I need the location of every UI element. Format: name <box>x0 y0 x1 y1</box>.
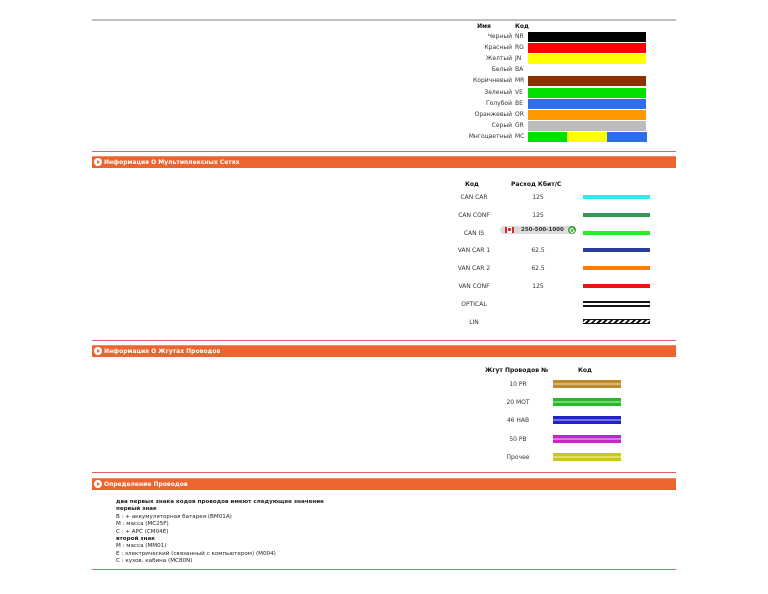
color-name: Белый <box>491 66 512 73</box>
color-swatch <box>607 132 647 142</box>
color-name: Коричневый <box>473 77 512 84</box>
second-item: E : электрический (связанный с компьютером) (M004) <box>116 550 276 557</box>
color-swatch <box>528 132 568 142</box>
color-name: Голубой <box>486 100 512 107</box>
arrow-right-icon <box>94 158 102 166</box>
color-swatch <box>528 121 646 131</box>
color-code: BA <box>515 66 524 73</box>
section-title: Информация О Мультиплексных Сетях <box>104 159 240 166</box>
network-rate: 125 <box>532 194 544 201</box>
network-code: VAN CAR 2 <box>457 265 491 272</box>
harness-name: 50 PB <box>509 436 527 443</box>
color-code: RG <box>515 44 524 51</box>
network-rate: 62.5 <box>531 265 545 272</box>
divider <box>92 569 676 570</box>
network-rate: 125 <box>532 283 544 290</box>
network-line-swatch <box>583 213 650 217</box>
flag-icon <box>505 227 514 233</box>
first-item: B : + аккумуляторная батарея (BM01A) <box>116 513 232 520</box>
second-item: M : масса (MM01) <box>116 543 167 550</box>
dots-icon: ⋮ <box>515 227 519 232</box>
second-sign-title: второй знак <box>116 536 156 543</box>
harness-header-name: Жгут Проводов № <box>485 367 549 374</box>
color-name: Желтый <box>485 55 512 62</box>
harness-header-code: Код <box>578 367 592 374</box>
first-item: C : + APC (CM04E) <box>116 528 169 535</box>
color-swatch <box>567 132 607 142</box>
network-line-swatch <box>583 319 650 324</box>
color-code: OR <box>515 111 524 118</box>
first-sign-title: первый знак <box>116 506 157 513</box>
network-code: CAN CAR <box>460 194 488 201</box>
color-swatch <box>528 99 646 109</box>
network-line-swatch <box>583 284 650 288</box>
color-code: GR <box>515 122 524 129</box>
color-code: VE <box>515 89 523 96</box>
second-item: C : кузов, кабина (MC80N) <box>116 558 193 565</box>
color-swatch <box>528 43 646 53</box>
color-swatch <box>528 32 646 42</box>
section-title: Информация О Жгутах Проводов <box>104 348 221 355</box>
color-name: Серый <box>491 122 512 129</box>
harness-name: 20 MOT <box>506 399 530 406</box>
harness-name: 46 HAB <box>506 417 530 424</box>
multiplex-header-rate: Расход Кбит/С <box>511 181 562 188</box>
phone-number-badge[interactable] <box>500 226 576 234</box>
network-code: LIN <box>469 319 479 326</box>
color-name: Красный <box>484 44 512 51</box>
section-harness[interactable] <box>92 345 676 357</box>
color-code: JN <box>515 55 522 62</box>
wire-definitions <box>116 499 324 566</box>
network-line-swatch <box>583 248 650 252</box>
arrow-right-icon <box>94 480 102 488</box>
divider <box>92 340 676 341</box>
network-line-swatch <box>583 301 650 303</box>
harness-swatch <box>553 435 621 443</box>
network-line-swatch <box>583 195 650 199</box>
network-code: CAN CONF <box>458 212 490 219</box>
divider <box>92 151 676 152</box>
network-code: CAN IS <box>463 230 485 237</box>
first-item: M : масса (MC25F) <box>116 521 169 528</box>
network-line-swatch <box>583 231 650 235</box>
network-code: OPTICAL <box>461 301 487 308</box>
multiplex-header-code: Код <box>465 181 479 188</box>
harness-name: Прочее <box>506 454 530 461</box>
network-code: VAN CAR 1 <box>457 247 491 254</box>
section-title: Определение Проводов <box>104 481 188 488</box>
network-code: VAN CONF <box>458 283 490 290</box>
colors-header-name: Имя <box>477 23 491 30</box>
badge-number: 250-500-1000 <box>521 227 564 233</box>
phone-icon[interactable] <box>568 226 576 234</box>
top-divider <box>92 19 676 21</box>
harness-swatch <box>553 380 621 388</box>
network-rate: 62.5 <box>531 247 545 254</box>
section-multiplex[interactable] <box>92 156 676 168</box>
harness-swatch <box>553 398 621 406</box>
color-swatch <box>528 88 646 98</box>
color-swatch <box>528 110 646 120</box>
color-swatch <box>528 54 646 64</box>
harness-swatch <box>553 453 621 461</box>
wire-definitions-intro: два первых знака кодов проводов имеют следующее значение <box>116 499 324 505</box>
color-code: MC <box>515 133 525 140</box>
network-line-swatch <box>583 266 650 270</box>
color-code: BE <box>515 100 523 107</box>
color-swatch <box>528 76 646 86</box>
arrow-right-icon <box>94 347 102 355</box>
divider <box>92 472 676 473</box>
color-name: Мнгоцветный <box>468 133 512 140</box>
color-code: NR <box>515 33 524 40</box>
color-name: Оранжевый <box>474 111 512 118</box>
harness-swatch <box>553 416 621 424</box>
color-name: Зеленый <box>484 89 512 96</box>
network-rate: 125 <box>532 212 544 219</box>
color-name: Черный <box>487 33 512 40</box>
section-wires[interactable] <box>92 478 676 490</box>
color-code: MR <box>515 77 525 84</box>
harness-name: 10 PR <box>509 381 527 388</box>
colors-header-code: Код <box>515 23 529 30</box>
